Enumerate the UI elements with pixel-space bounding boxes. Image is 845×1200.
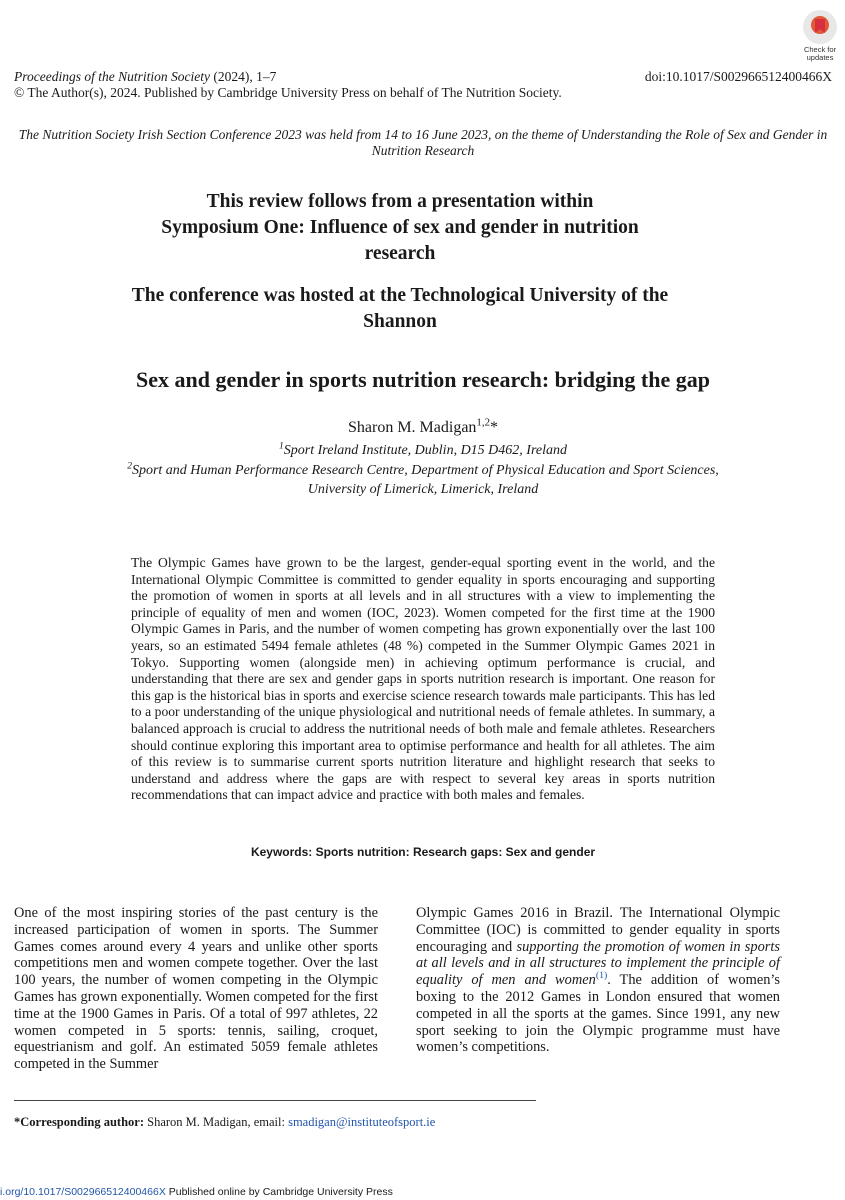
conference-note: The Nutrition Society Irish Section Conference 2023 was held from 14 to 16 June 2023, on the theme of Understanding the Role of Sex and Gender in Nutrition Research (18, 127, 828, 158)
article-doi: doi:10.1017/S002966512400466X (644, 69, 832, 84)
keywords-text: Sports nutrition: Research gaps: Sex and gender (312, 845, 596, 859)
symposium-line-1: This review follows from a presentation within (206, 191, 594, 212)
published-online-text: Published online by Cambridge University Press (165, 1186, 393, 1198)
body-column-right: Olympic Games 2016 in Brazil. The International Olympic Committee (IOC) is committed to gender equality in sports encouraging and supporting the promotion of women in sports at all levels and in all structures to implement the principle of equality of men and women$^{(1)}$. The addition of women’s boxing to the 2012 Games in London ensured that women competed in all the sports at the games. Since 1991, any new sport seeking to join the Olympic programme must have women’s competitions. (416, 905, 780, 1056)
corresponding-author-footnote (14, 1115, 834, 1130)
keywords-label: Keywords: (250, 845, 313, 859)
conference-host: The conference was hosted at the Technological University of the Shannon (131, 285, 669, 332)
author-affiliation-marks: 1,2 (476, 416, 491, 429)
affiliation-1: $^1$Sport Ireland Institute, Dublin, D15 D462, Ireland (279, 441, 567, 458)
abstract: The Olympic Games have grown to be the largest, gender-equal sporting event in the world, and the International Olympic Committee is committed to gender equality in sports encouraging and supporting the promotion of women in sports at all levels and in all structures with a view to implementing the principle of equality of men and women (IOC, 2023). Women competed for the first time at the 1900 Olympic Games in Paris, and the number of women competing has grown exponentially over the last 100 years, so an estimated 5494 female athletes (48 %) competed in the Summer Olympic Games 2021 in Tokyo. Supporting women (alongside men) in achieving optimum performance is crucial, and understanding that there are sex and gender gaps in sports nutrition research is important. One reason for this gap is the historical bias in sports and exercise science research towards male participants. This has led to a poor understanding of the unique physiological and nutritional needs of female athletes. In summary, a balanced approach is crucial to address the nutritional needs of both male and female athletes. Researchers should continue exploring this important area to optimise performance and health for all athletes. The aim of this review is to summarise current sports nutrition literature and highlight research that seeks to understand and address where the gaps are with respect to several key areas in sports nutrition recommendations that can impact advice and practice with both males and females. (131, 555, 715, 803)
crossmark-icon (803, 10, 837, 44)
journal-name: Proceedings of the Nutrition Society (14, 69, 210, 84)
journal-year-pages: (2024), 1–7 (209, 69, 277, 84)
footnote-text: Sharon M. Madigan, email: (144, 1115, 289, 1129)
journal-citation (14, 69, 276, 85)
reference-1[interactable]: (1) (595, 970, 608, 982)
author-name: Sharon M. Madigan (347, 419, 477, 436)
copyright-line: © The Author(s), 2024. Published by Cambridge University Press on behalf of The Nutrition Society. (14, 85, 562, 100)
author-email-link[interactable]: smadigan@instituteofsport.ie (288, 1115, 436, 1129)
keywords (131, 845, 715, 859)
publication-strip (0, 1186, 845, 1199)
symposium-line-2: Symposium One: Influence of sex and gender in nutrition research (161, 217, 639, 264)
badge-label: Check for updates (803, 45, 837, 62)
doi-link[interactable]: i.org/10.1017/S002966512400466X (0, 1186, 166, 1198)
footnote-divider (14, 1100, 536, 1101)
affiliation-2-continued: University of Limerick, Limerick, Ireland (307, 482, 539, 497)
body-column-left: One of the most inspiring stories of the past century is the increased participation of women in sports. The Summer Games comes around every 4 years and unlike other sports competitions men and women compete together. Over the last 100 years, the number of women competing in the Olympic Games has grown exponentially. Women competed for the first time at the 1900 Games in Paris. Of a total of 997 athletes, 22 women competed in 5 sports: tennis, sailing, croquet, equestrianism and golf. An estimated 5059 female athletes competed in the Summer (14, 905, 378, 1073)
corresponding-mark: * (490, 419, 499, 436)
footnote-label: *Corresponding author: (14, 1115, 144, 1129)
check-for-updates-badge[interactable] (797, 10, 843, 66)
author-line (14, 418, 832, 438)
article-title: Sex and gender in sports nutrition research: bridging the gap (136, 367, 710, 392)
symposium-heading (130, 189, 670, 267)
affiliation-2: $^2$Sport and Human Performance Research Centre, Department of Physical Education and Sport Sciences, (127, 461, 719, 478)
